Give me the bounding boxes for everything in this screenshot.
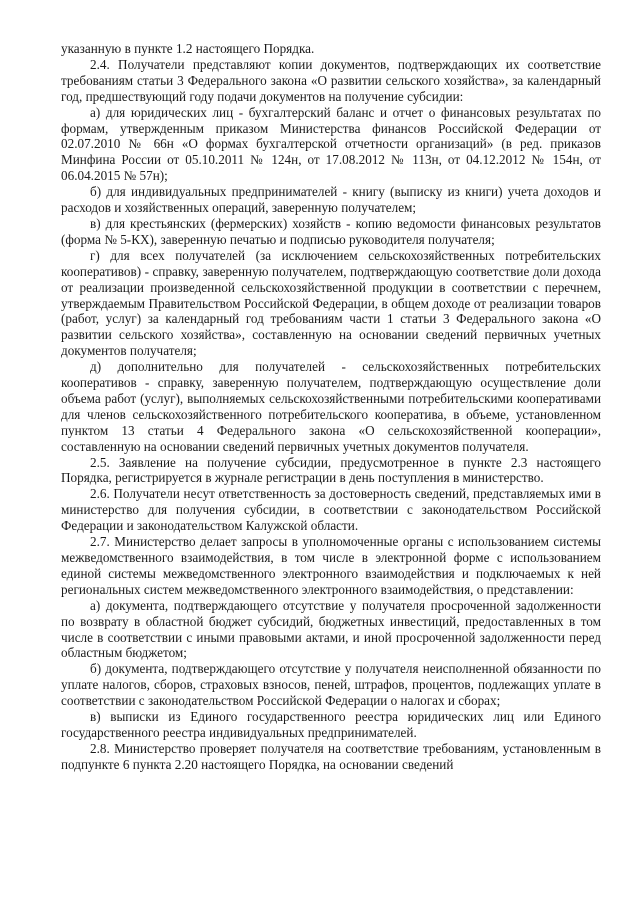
paragraph-2-7-a: а) документа, подтверждающего отсутствие у получателя просроченной задолженности по возврату в областной бюджет субсидий, бюджетных инвестиций, предоставленных в том числе в соответствии с иными правовыми актами, и иной просроченной задолженности перед областным бюджетом; — [61, 597, 601, 661]
paragraph-intro: указанную в пункте 1.2 настоящего Порядка. — [61, 41, 315, 56]
paragraph-2-8: 2.8. Министерство проверяет получателя на соответствие требованиям, установленным в подпункте 6 пункта 2.20 настоящего Порядка, на основании сведений — [61, 740, 601, 772]
paragraph-2-6: 2.6. Получатели несут ответственность за достоверность сведений, представляемых ими в министерство для получения субсидии, в соответствии с законодательством Российской Федерации и законодательством Калужской области. — [61, 486, 601, 534]
paragraph-2-7-v: в) выписки из Единого государственного реестра юридических лиц или Единого государственного реестра индивидуальных предпринимателей. — [61, 709, 601, 740]
paragraph-2-4-d: д) дополнительно для получателей - сельскохозяйственных потребительских кооперативов - справку, заверенную получателем, подтверждающую осуществление доли объема работ (услуг), выполняемых сельскохозяйственными потребительскими кооперативами для членов сельскохозяйственного потребительского кооператива, в объеме, установленном пунктом 13 статьи 4 Федерального закона «О сельскохозяйственной кооперации», составленную на основании сведений первичных учетных документов получателя. — [61, 359, 601, 454]
paragraph-2-5: 2.5. Заявление на получение субсидии, предусмотренное в пункте 2.3 настоящего Порядка, регистрируется в журнале регистрации в день поступления в министерство. — [61, 454, 601, 486]
paragraph-2-4-g: г) для всех получателей (за исключением сельскохозяйственных потребительских кооперативов) - справку, заверенную получателем, подтверждающую соответствие доли дохода от реализации произведенной сельскохозяйственной продукции в соответствии с перечнем, утверждаемым Правительством Российской Федерации, в общем доходе от реализации товаров (работ, услуг) за календарный год требованиям части 1 статьи 3 Федерального закона «О развитии сельского хозяйства», составленную на основании сведений первичных учетных документов получателя; — [61, 247, 601, 359]
paragraph-2-4: 2.4. Получатели представляют копии документов, подтверждающих их соответствие требованиям статьи 3 Федерального закона «О развитии сельского хозяйства», за календарный год, предшествующий году подачи документов на получение субсидии: — [61, 56, 601, 104]
paragraph-2-4-b: б) для индивидуальных предпринимателей - книгу (выписку из книги) учета доходов и расходов и хозяйственных операций, заверенную получателем; — [61, 184, 601, 216]
paragraph-2-4-a: а) для юридических лиц - бухгалтерский баланс и отчет о финансовых результатах по формам, утвержденным приказом Министерства финансов Российской Федерации от 02.07.2010 № 66н «О формах бухгалтерской отчетности организаций» (в ред. приказов Минфина России от 05.10.2011 № 124н, от 17.08.2012 № 113н, от 04.12.2012 № 154н, от 06.04.2015 № 57н); — [61, 104, 601, 184]
paragraph-2-4-v: в) для крестьянских (фермерских) хозяйств - копию ведомости финансовых результатов (форма № 5-КХ), заверенную печатью и подписью руководителя получателя; — [61, 215, 601, 247]
document-page — [61, 41, 601, 773]
paragraph-2-7-b: б) документа, подтверждающего отсутствие у получателя неисполненной обязанности по уплате налогов, сборов, страховых взносов, пеней, штрафов, процентов, подлежащих уплате в соответствии с законодательством Российской Федерации о налогах и сборах; — [61, 661, 601, 709]
paragraph-2-7: 2.7. Министерство делает запросы в уполномоченные органы с использованием системы межведомственного взаимодействия, в том числе в электронной форме с использованием единой системы межведомственного электронного взаимодействия и подключаемых к ней региональных систем межведомственного электронного взаимодействия, о представлении: — [61, 534, 601, 597]
